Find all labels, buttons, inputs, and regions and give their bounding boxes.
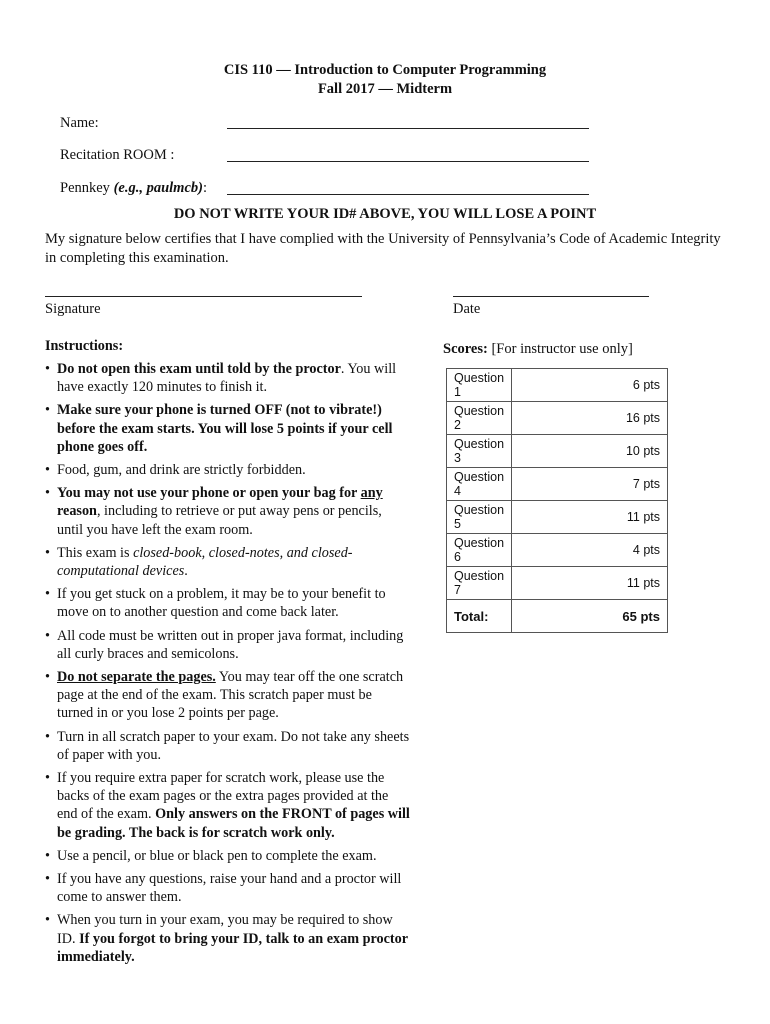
instruction-text: This exam is [57, 544, 134, 561]
instruction-text: Food, gum, and drink are strictly forbidden. [57, 462, 306, 479]
list-item [45, 585, 410, 621]
table-row [447, 567, 668, 600]
instruction-text: . You will have exactly 120 minutes to finish it. [57, 361, 397, 396]
question-cell: Question 6 [447, 534, 512, 567]
table-row [447, 534, 668, 567]
instruction-text: When you turn in your exam, you may be required to show ID. [57, 912, 393, 947]
instruction-text: , including to retrieve or put away pens or pencils, until you have left the exam room. [57, 503, 382, 538]
pennkey-colon: : [202, 180, 207, 196]
id-warning: DO NOT WRITE YOUR ID# ABOVE, YOU WILL LOSE A POINT [173, 206, 597, 222]
question-cell: Question 2 [447, 402, 512, 435]
instruction-bold: reason [57, 503, 97, 520]
pennkey-example: (e.g., paulmcb) [113, 180, 203, 196]
bullet-icon: • [45, 544, 50, 561]
points-cell: 16 pts [512, 402, 668, 435]
list-item [45, 627, 410, 663]
list-item [45, 461, 410, 479]
instruction-text: If you require extra paper for scratch work, please use the backs of the exam pages or the extra pages provided at the end of the exam. [57, 770, 389, 823]
name-field-line[interactable] [227, 128, 589, 129]
question-cell: Question 3 [447, 435, 512, 468]
instruction-text: If you have any questions, raise your hand and a proctor will come to answer them. [57, 871, 402, 906]
signature-line[interactable] [45, 296, 362, 297]
scores-heading [443, 341, 633, 358]
list-item [45, 544, 410, 580]
instruction-italic: closed-book, closed-notes, and closed-computational devices [57, 544, 353, 580]
signature-label: Signature [45, 301, 101, 317]
total-label-cell: Total: [447, 600, 512, 633]
instruction-text: You may tear off the one scratch page at the end of the exam. This scratch paper must be turned in or you lose 2 points per page. [57, 669, 404, 722]
instruction-bold: If you forgot to bring your ID, talk to an exam proctor immediately. [57, 930, 408, 965]
points-cell: 4 pts [512, 534, 668, 567]
instruction-bold: You may not use your phone or open your bag for [57, 485, 361, 502]
recitation-label: Recitation ROOM : [60, 147, 175, 163]
instruction-bold-underlined: Do not separate the pages. [57, 669, 216, 686]
scores-table [446, 368, 668, 633]
instructions-section [45, 338, 410, 971]
bullet-icon: • [45, 912, 50, 929]
instruction-text: Turn in all scratch paper to your exam. Do not take any sheets of paper with you. [57, 728, 410, 763]
pennkey-label [60, 180, 207, 197]
bullet-icon: • [45, 770, 50, 787]
instructions-heading: Instructions: [45, 338, 124, 354]
total-row [447, 600, 668, 633]
instruction-text: Use a pencil, or blue or black pen to complete the exam. [57, 847, 377, 864]
bullet-icon: • [45, 402, 50, 419]
date-label: Date [453, 301, 481, 317]
name-label: Name: [60, 115, 99, 131]
pennkey-label-text: Pennkey [60, 180, 114, 196]
question-cell: Question 1 [447, 369, 512, 402]
points-cell: 11 pts [512, 567, 668, 600]
points-cell: 11 pts [512, 501, 668, 534]
points-cell: 10 pts [512, 435, 668, 468]
list-item [45, 847, 410, 865]
question-cell: Question 4 [447, 468, 512, 501]
instruction-bold: Only answers on the FRONT of pages will be grading. The back is for scratch work only. [57, 806, 410, 841]
bullet-icon: • [45, 361, 50, 377]
list-item [45, 668, 410, 723]
scores-heading-rest: [For instructor use only] [487, 341, 633, 357]
recitation-field-line[interactable] [227, 161, 589, 162]
bullet-icon: • [45, 627, 50, 644]
list-item [45, 360, 410, 396]
bullet-icon: • [45, 847, 50, 864]
instructions-list [45, 360, 410, 966]
bullet-icon: • [45, 669, 50, 686]
question-cell: Question 7 [447, 567, 512, 600]
date-line[interactable] [453, 296, 649, 297]
instruction-text: If you get stuck on a problem, it may be to your benefit to move on to another question and come back later. [57, 586, 386, 621]
table-row [447, 402, 668, 435]
scores-heading-bold: Scores: [443, 341, 488, 357]
table-row [447, 435, 668, 468]
question-cell: Question 5 [447, 501, 512, 534]
table-row [447, 501, 668, 534]
table-row [447, 369, 668, 402]
points-cell: 6 pts [512, 369, 668, 402]
total-points-cell: 65 pts [512, 600, 668, 633]
bullet-icon: • [45, 728, 50, 745]
integrity-certification: My signature below certifies that I have complied with the University of Pennsylvania’s Code of Academic Integrity in completing this examination. [45, 231, 721, 266]
instruction-bold: Make sure your phone is turned OFF (not to vibrate!) before the exam starts. You will lose 5 points if your cell phone goes off. [57, 402, 393, 455]
bullet-icon: • [45, 871, 50, 888]
instruction-text: All code must be written out in proper java format, including all curly braces and semicolons. [57, 627, 404, 662]
list-item [45, 911, 410, 966]
bullet-icon: • [45, 586, 50, 603]
list-item [45, 728, 410, 764]
pennkey-field-line[interactable] [227, 194, 589, 195]
bullet-icon: • [45, 462, 50, 479]
list-item [45, 484, 410, 539]
points-cell: 7 pts [512, 468, 668, 501]
exam-title: CIS 110 — Introduction to Computer Programming [223, 62, 547, 78]
table-row [447, 468, 668, 501]
exam-subtitle: Fall 2017 — Midterm [317, 81, 453, 97]
instruction-bold: Do not open this exam until told by the proctor [57, 361, 341, 377]
list-item [45, 401, 410, 456]
list-item [45, 870, 410, 906]
bullet-icon: • [45, 485, 50, 502]
list-item [45, 769, 410, 842]
instruction-bold-underlined: any [360, 485, 383, 502]
instruction-text: . [184, 563, 188, 580]
